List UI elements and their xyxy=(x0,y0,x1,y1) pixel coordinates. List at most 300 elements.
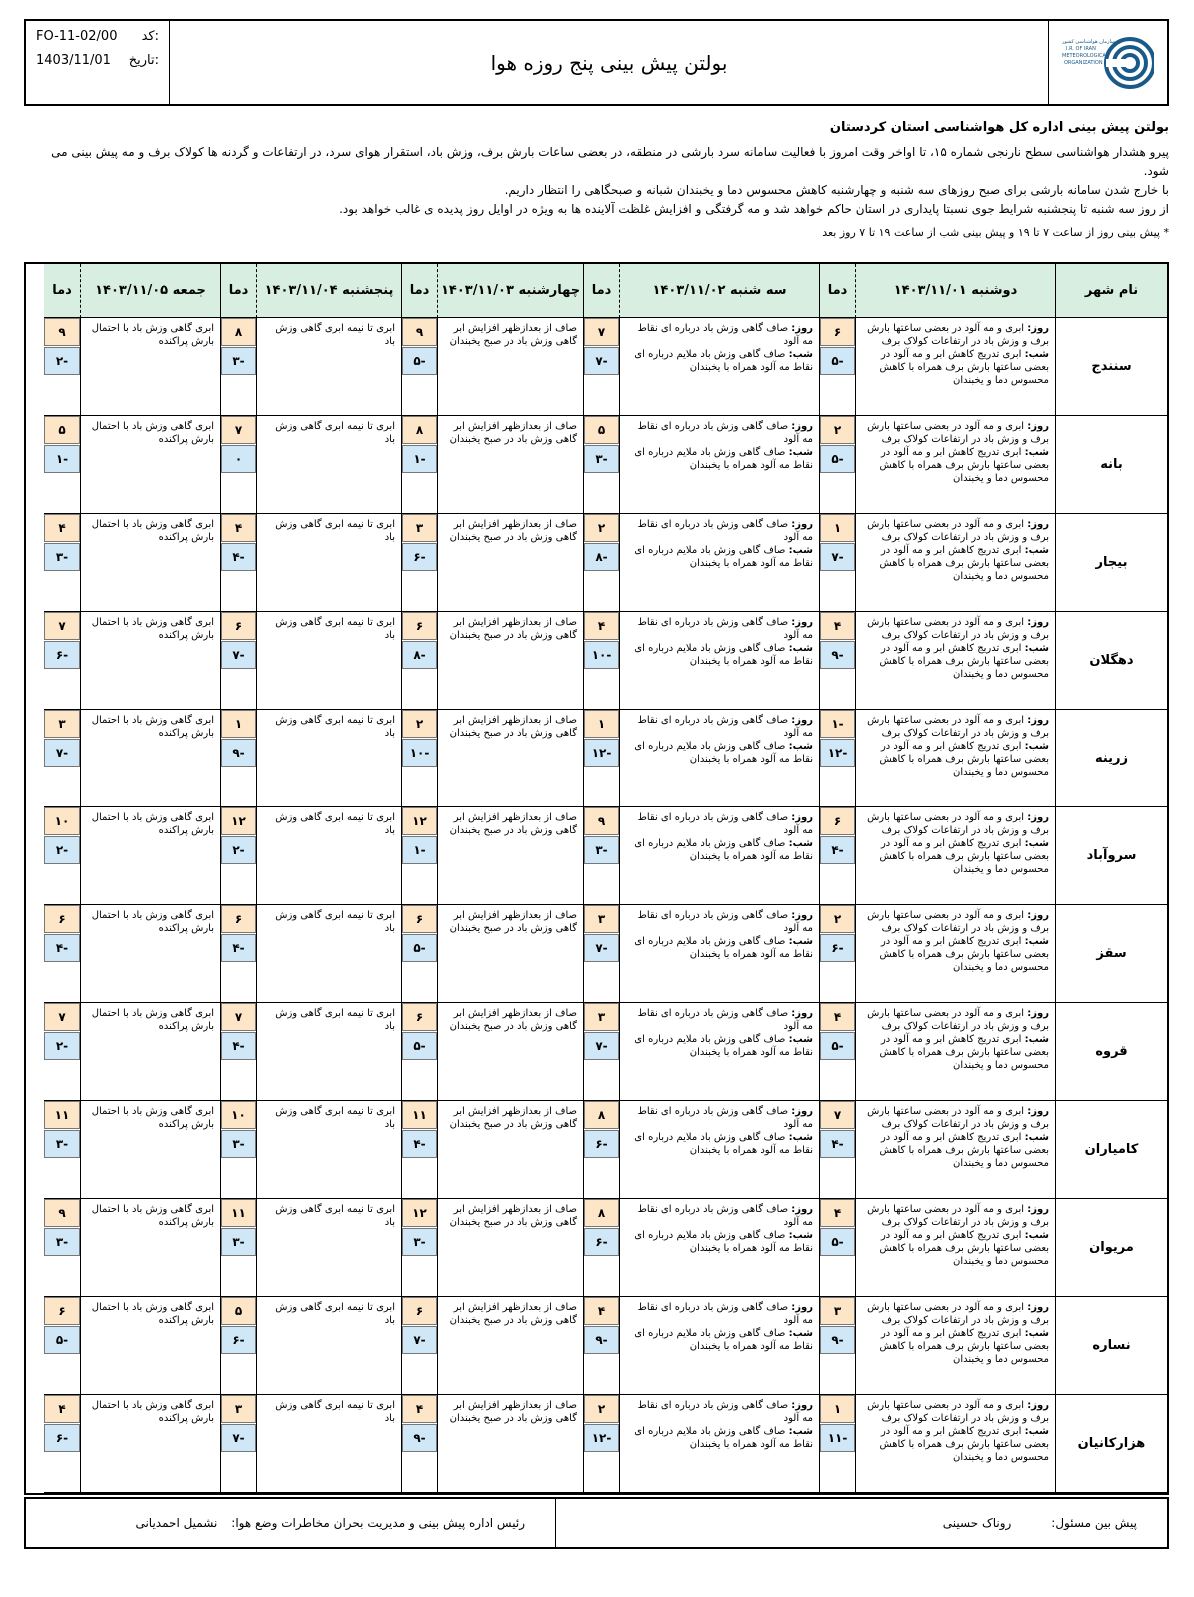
min-temp: -۷ xyxy=(44,739,80,767)
temp-cell-day-1 xyxy=(819,1003,855,1101)
max-temp: ۱ xyxy=(820,514,855,542)
max-temp: ۸ xyxy=(584,1199,619,1227)
forecast-text: ابری تا نیمه ابری گاهی وزش باد xyxy=(275,1106,395,1131)
day-forecast: صاف گاهی وزش باد درباره ای نقاط مه آلود xyxy=(637,714,813,739)
forecast-text: ابری تا نیمه ابری گاهی وزش باد xyxy=(275,420,395,445)
max-temp: ۵ xyxy=(584,416,619,444)
temp-cell-day-3 xyxy=(401,1297,437,1395)
meteorological-logo-icon xyxy=(1062,35,1154,91)
forecast-desc-day-3 xyxy=(437,318,583,416)
day-forecast: صاف گاهی وزش باد درباره ای نقاط مه آلود xyxy=(637,910,813,935)
night-label: شب: xyxy=(788,1425,813,1437)
forecast-desc-day-4 xyxy=(256,1199,401,1297)
min-temp: -۵ xyxy=(402,347,437,375)
temp-cell-day-2 xyxy=(583,612,619,710)
forecast-text: ابری تا نیمه ابری گاهی وزش باد xyxy=(275,910,395,935)
min-temp: -۳ xyxy=(221,1130,256,1158)
col-header-temp-2: دما xyxy=(583,264,619,318)
min-temp: -۲ xyxy=(221,836,256,864)
forecast-desc-day-5 xyxy=(80,1395,220,1493)
forecast-desc-day-5 xyxy=(80,416,220,514)
logo-box xyxy=(1062,35,1154,91)
day-label: روز: xyxy=(791,420,813,432)
city-name: دهگلان xyxy=(1055,612,1167,710)
temp-cell-day-1 xyxy=(819,807,855,905)
temp-cell-day-1 xyxy=(819,710,855,808)
forecast-desc-day-2 xyxy=(619,1101,819,1199)
forecast-desc-day-1 xyxy=(855,1101,1055,1199)
forecast-table xyxy=(24,262,1169,1495)
night-forecast: ابری تدریج کاهش ابر و مه آلود در بعضی ساعتها بارش برف همراه با کاهش محسوس دما و یخبندان xyxy=(879,1230,1049,1268)
forecast-text: ابری تا نیمه ابری گاهی وزش باد xyxy=(275,1008,395,1033)
forecast-desc-day-1 xyxy=(855,1199,1055,1297)
temp-cell-day-1 xyxy=(819,905,855,1003)
min-temp: -۵ xyxy=(820,347,855,375)
forecast-text: ابری گاهی وزش باد با احتمال بارش پراکنده xyxy=(91,518,214,543)
min-temp: -۶ xyxy=(584,1130,619,1158)
forecast-text: ابری تا نیمه ابری گاهی وزش باد xyxy=(275,616,395,641)
night-label: شب: xyxy=(1024,1034,1049,1046)
night-forecast: صاف گاهی وزش باد ملایم درباره ای نقاط مه آلود همراه با یخبندان xyxy=(634,1327,813,1352)
day-label: روز: xyxy=(1027,1008,1049,1020)
min-temp: -۷ xyxy=(402,1326,437,1354)
forecast-text: ابری تا نیمه ابری گاهی وزش باد xyxy=(275,323,395,347)
max-temp: ۱۱ xyxy=(44,1101,80,1129)
day-label: روز: xyxy=(791,910,813,922)
forecaster-label: پیش بین مسئول: xyxy=(1051,1516,1137,1530)
temp-cell-day-3 xyxy=(401,1395,437,1493)
forecast-text: صاف از بعدازظهر افزایش ابر گاهی وزش باد در صبح یخبندان xyxy=(449,1204,577,1229)
min-temp: -۲ xyxy=(44,347,80,375)
day-forecast: صاف گاهی وزش باد درباره ای نقاط مه آلود xyxy=(637,1204,813,1229)
min-temp: -۳ xyxy=(44,543,80,571)
min-temp: -۵ xyxy=(820,1228,855,1256)
temp-cell-day-2 xyxy=(583,514,619,612)
temp-cell-day-1 xyxy=(819,1101,855,1199)
temp-cell-day-3 xyxy=(401,612,437,710)
max-temp: ۶ xyxy=(44,1297,80,1325)
max-temp: ۹ xyxy=(44,1199,80,1227)
min-temp: -۹ xyxy=(402,1424,437,1452)
temp-cell-day-4 xyxy=(220,905,256,1003)
forecast-desc-day-4 xyxy=(256,612,401,710)
temp-cell-day-5 xyxy=(44,514,80,612)
max-temp: -۱ xyxy=(820,710,855,738)
min-temp: -۸ xyxy=(402,641,437,669)
night-forecast: ابری تدریج کاهش ابر و مه آلود در بعضی ساعتها بارش برف همراه با کاهش محسوس دما و یخبندان xyxy=(879,544,1049,582)
temp-cell-day-1 xyxy=(819,416,855,514)
min-temp: -۴ xyxy=(221,543,256,571)
min-temp: -۴ xyxy=(44,934,80,962)
temp-cell-day-2 xyxy=(583,416,619,514)
night-forecast: ابری تدریج کاهش ابر و مه آلود در بعضی ساعتها بارش برف همراه با کاهش محسوس دما و یخبندان xyxy=(879,838,1049,876)
forecast-desc-day-1 xyxy=(855,1003,1055,1101)
max-temp: ۳ xyxy=(820,1297,855,1325)
day-forecast: ابری و مه آلود در بعضی ساعتها بارش برف و وزش باد در ارتفاعات کولاک برف xyxy=(867,323,1049,347)
doc-meta xyxy=(26,21,170,104)
col-header-day-5: جمعه ۱۴۰۳/۱۱/۰۵ xyxy=(80,264,220,318)
min-temp: -۵ xyxy=(402,934,437,962)
temp-cell-day-4 xyxy=(220,1395,256,1493)
night-forecast: ابری تدریج کاهش ابر و مه آلود در بعضی ساعتها بارش برف همراه با کاهش محسوس دما و یخبندان xyxy=(879,936,1049,974)
min-temp: -۱۲ xyxy=(820,739,855,767)
temp-cell-day-3 xyxy=(401,1101,437,1199)
forecast-desc-day-1 xyxy=(855,318,1055,416)
max-temp: ۴ xyxy=(44,1395,80,1423)
forecast-desc-day-2 xyxy=(619,905,819,1003)
col-header-temp-5: دما xyxy=(44,264,80,318)
night-forecast: ابری تدریج کاهش ابر و مه آلود در بعضی ساعتها بارش برف همراه با کاهش محسوس دما و یخبندان xyxy=(879,642,1049,680)
day-label: روز: xyxy=(1027,420,1049,432)
min-temp: -۶ xyxy=(402,543,437,571)
min-temp: -۹ xyxy=(820,641,855,669)
col-header-day-2: سه شنبه ۱۴۰۳/۱۱/۰۲ xyxy=(619,264,819,318)
min-temp: -۳ xyxy=(221,347,256,375)
min-temp: -۱ xyxy=(44,445,80,473)
max-temp: ۳ xyxy=(221,1395,256,1423)
day-forecast: ابری و مه آلود در بعضی ساعتها بارش برف و وزش باد در ارتفاعات کولاک برف xyxy=(867,518,1049,543)
city-name: قروه xyxy=(1055,1003,1167,1101)
day-forecast: ابری و مه آلود در بعضی ساعتها بارش برف و وزش باد در ارتفاعات کولاک برف xyxy=(867,420,1049,445)
night-forecast: صاف گاهی وزش باد ملایم درباره ای نقاط مه آلود همراه با یخبندان xyxy=(634,349,813,373)
night-forecast: ابری تدریج کاهش ابر و مه آلود در بعضی ساعتها بارش برف همراه با کاهش محسوس دما و یخبندان xyxy=(879,1034,1049,1072)
day-label: روز: xyxy=(791,518,813,530)
col-header-city: نام شهر xyxy=(1055,264,1167,318)
min-temp: -۹ xyxy=(221,739,256,767)
bulletin-intro xyxy=(24,118,1169,242)
min-temp: -۵ xyxy=(820,1032,855,1060)
forecast-desc-day-4 xyxy=(256,1297,401,1395)
page-title: بولتن پیش بینی پنج روزه هوا xyxy=(170,21,1049,104)
forecast-desc-day-1 xyxy=(855,807,1055,905)
min-temp: -۶ xyxy=(221,1326,256,1354)
forecast-desc-day-3 xyxy=(437,514,583,612)
temp-cell-day-1 xyxy=(819,318,855,416)
min-temp: -۱ xyxy=(402,836,437,864)
night-forecast: صاف گاهی وزش باد ملایم درباره ای نقاط مه آلود همراه با یخبندان xyxy=(634,1132,813,1157)
max-temp: ۳ xyxy=(402,514,437,542)
max-temp: ۲ xyxy=(402,710,437,738)
night-forecast: صاف گاهی وزش باد ملایم درباره ای نقاط مه آلود همراه با یخبندان xyxy=(634,936,813,961)
intro-paragraph-2: با خارج شدن سامانه بارشی برای صبح روزهای سه شنبه و چهارشنبه کاهش محسوس دما و یخبندان شبانه و صبحگاهی را انتظار داریم. xyxy=(504,183,1169,197)
temp-cell-day-2 xyxy=(583,807,619,905)
min-temp: -۴ xyxy=(221,1032,256,1060)
day-forecast: صاف گاهی وزش باد درباره ای نقاط مه آلود xyxy=(637,1399,813,1424)
forecast-text: ابری گاهی وزش باد با احتمال بارش پراکنده xyxy=(91,1106,214,1131)
night-label: شب: xyxy=(788,642,813,654)
min-temp: -۵ xyxy=(402,1032,437,1060)
max-temp: ۷ xyxy=(44,612,80,640)
max-temp: ۱ xyxy=(584,710,619,738)
forecast-desc-day-1 xyxy=(855,612,1055,710)
forecast-text: صاف از بعدازظهر افزایش ابر گاهی وزش باد در صبح یخبندان xyxy=(449,518,577,543)
day-forecast: صاف گاهی وزش باد درباره ای نقاط مه آلود xyxy=(637,1008,813,1033)
forecast-text: ابری گاهی وزش باد با احتمال بارش پراکنده xyxy=(91,1399,214,1424)
max-temp: ۶ xyxy=(820,318,855,346)
day-forecast: ابری و مه آلود در بعضی ساعتها بارش برف و وزش باد در ارتفاعات کولاک برف xyxy=(867,1106,1049,1131)
forecast-text: ابری گاهی وزش باد با احتمال بارش پراکنده xyxy=(91,1204,214,1229)
day-forecast: صاف گاهی وزش باد درباره ای نقاط مه آلود xyxy=(637,812,813,837)
temp-cell-day-2 xyxy=(583,1297,619,1395)
min-temp: -۶ xyxy=(44,641,80,669)
temp-cell-day-5 xyxy=(44,1297,80,1395)
temp-cell-day-5 xyxy=(44,1101,80,1199)
forecast-desc-day-3 xyxy=(437,807,583,905)
city-name: زرینه xyxy=(1055,710,1167,808)
forecast-desc-day-4 xyxy=(256,1395,401,1493)
forecast-text: ابری گاهی وزش باد با احتمال بارش پراکنده xyxy=(91,616,214,641)
intro-note: * پیش بینی روز از ساعت ۷ تا ۱۹ و پیش بینی شب از ساعت ۱۹ تا ۷ روز بعد xyxy=(822,226,1169,239)
day-label: روز: xyxy=(1027,910,1049,922)
max-temp: ۱۰ xyxy=(221,1101,256,1129)
day-label: روز: xyxy=(1027,323,1049,334)
forecast-desc-day-2 xyxy=(619,1199,819,1297)
date-label: تاریخ: xyxy=(128,53,159,68)
night-forecast: صاف گاهی وزش باد ملایم درباره ای نقاط مه آلود همراه با یخبندان xyxy=(634,838,813,863)
forecast-desc-day-1 xyxy=(855,514,1055,612)
col-header-temp-3: دما xyxy=(401,264,437,318)
forecast-text: صاف از بعدازظهر افزایش ابر گاهی وزش باد در صبح یخبندان xyxy=(449,714,577,739)
temp-cell-day-5 xyxy=(44,807,80,905)
date-value: 1403/11/01 xyxy=(36,53,111,68)
max-temp: ۹ xyxy=(44,318,80,346)
forecast-desc-day-2 xyxy=(619,807,819,905)
temp-cell-day-5 xyxy=(44,1199,80,1297)
max-temp: ۷ xyxy=(44,1003,80,1031)
min-temp: -۷ xyxy=(221,641,256,669)
night-forecast: صاف گاهی وزش باد ملایم درباره ای نقاط مه آلود همراه با یخبندان xyxy=(634,1034,813,1059)
forecast-desc-day-2 xyxy=(619,318,819,416)
temp-cell-day-3 xyxy=(401,710,437,808)
night-forecast: صاف گاهی وزش باد ملایم درباره ای نقاط مه آلود همراه با یخبندان xyxy=(634,740,813,765)
forecast-desc-day-5 xyxy=(80,514,220,612)
temp-cell-day-4 xyxy=(220,1199,256,1297)
temp-cell-day-4 xyxy=(220,1101,256,1199)
max-temp: ۷ xyxy=(820,1101,855,1129)
day-label: روز: xyxy=(791,714,813,726)
forecast-desc-day-3 xyxy=(437,1395,583,1493)
max-temp: ۱۲ xyxy=(402,807,437,835)
date-row xyxy=(36,53,159,68)
min-temp: -۴ xyxy=(402,1130,437,1158)
max-temp: ۷ xyxy=(584,318,619,346)
temp-cell-day-1 xyxy=(819,1395,855,1493)
min-temp: -۷ xyxy=(584,347,619,375)
night-label: شب: xyxy=(788,1034,813,1046)
svg-text:ORGANIZATION: ORGANIZATION xyxy=(1064,59,1103,66)
forecast-desc-day-1 xyxy=(855,905,1055,1003)
min-temp: -۶ xyxy=(820,934,855,962)
temp-cell-day-2 xyxy=(583,318,619,416)
min-temp: -۷ xyxy=(584,934,619,962)
day-label: روز: xyxy=(1027,1301,1049,1313)
night-label: شب: xyxy=(1024,1425,1049,1437)
code-value: FO-11-02/00 xyxy=(36,29,118,44)
night-label: شب: xyxy=(788,838,813,850)
night-forecast: صاف گاهی وزش باد ملایم درباره ای نقاط مه آلود همراه با یخبندان xyxy=(634,1425,813,1450)
max-temp: ۲ xyxy=(820,905,855,933)
day-label: روز: xyxy=(791,1204,813,1216)
min-temp: -۹ xyxy=(584,1326,619,1354)
forecast-text: ابری تا نیمه ابری گاهی وزش باد xyxy=(275,1301,395,1326)
forecast-desc-day-1 xyxy=(855,1395,1055,1493)
svg-text:سازمان هواشناسی کشور: سازمان هواشناسی کشور xyxy=(1062,38,1116,45)
logo xyxy=(1049,21,1167,104)
temp-cell-day-1 xyxy=(819,1199,855,1297)
max-temp: ۶ xyxy=(402,905,437,933)
night-label: شب: xyxy=(788,936,813,948)
forecast-text: ابری تا نیمه ابری گاهی وزش باد xyxy=(275,518,395,543)
city-name: مریوان xyxy=(1055,1199,1167,1297)
min-temp: -۴ xyxy=(820,836,855,864)
min-temp: -۲ xyxy=(44,1032,80,1060)
max-temp: ۲ xyxy=(584,514,619,542)
max-temp: ۷ xyxy=(221,1003,256,1031)
min-temp: -۱۰ xyxy=(584,641,619,669)
forecast-text: صاف از بعدازظهر افزایش ابر گاهی وزش باد در صبح یخبندان xyxy=(449,323,577,347)
min-temp: -۳ xyxy=(44,1228,80,1256)
temp-cell-day-3 xyxy=(401,514,437,612)
forecast-desc-day-5 xyxy=(80,612,220,710)
min-temp: -۶ xyxy=(44,1424,80,1452)
day-label: روز: xyxy=(1027,1204,1049,1216)
city-name: کامیاران xyxy=(1055,1101,1167,1199)
night-forecast: ابری تدریج کاهش ابر و مه آلود در بعضی ساعتها بارش برف همراه با کاهش محسوس دما و یخبندان xyxy=(879,446,1049,484)
forecast-desc-day-3 xyxy=(437,1101,583,1199)
max-temp: ۹ xyxy=(584,807,619,835)
night-label: شب: xyxy=(788,1230,813,1242)
day-label: روز: xyxy=(1027,812,1049,824)
night-label: شب: xyxy=(1024,1327,1049,1339)
day-forecast: صاف گاهی وزش باد درباره ای نقاط مه آلود xyxy=(637,518,813,543)
intro-paragraph-3: از روز سه شنبه تا پنجشنبه شرایط جوی نسبتا پایداری در استان حاکم خواهد شد و مه گرفتگی و افزایش غلظت آلاینده ها به ویژه در اوایل روز پدیده ی غالب خواهد بود. xyxy=(339,202,1169,216)
max-temp: ۱۲ xyxy=(221,807,256,835)
city-name: سقز xyxy=(1055,905,1167,1003)
temp-cell-day-4 xyxy=(220,1297,256,1395)
day-label: روز: xyxy=(791,1106,813,1118)
temp-cell-day-3 xyxy=(401,318,437,416)
max-temp: ۲ xyxy=(820,416,855,444)
max-temp: ۴ xyxy=(584,612,619,640)
night-forecast: صاف گاهی وزش باد ملایم درباره ای نقاط مه آلود همراه با یخبندان xyxy=(634,642,813,667)
day-label: روز: xyxy=(791,323,813,334)
temp-cell-day-5 xyxy=(44,318,80,416)
city-name: سروآباد xyxy=(1055,807,1167,905)
min-temp: -۳ xyxy=(402,1228,437,1256)
max-temp: ۶ xyxy=(221,612,256,640)
forecast-text: ابری تا نیمه ابری گاهی وزش باد xyxy=(275,812,395,837)
head-name: نشمیل احمدیانی xyxy=(135,1516,218,1530)
forecast-text: صاف از بعدازظهر افزایش ابر گاهی وزش باد در صبح یخبندان xyxy=(449,1106,577,1131)
forecast-desc-day-2 xyxy=(619,514,819,612)
day-forecast: ابری و مه آلود در بعضی ساعتها بارش برف و وزش باد در ارتفاعات کولاک برف xyxy=(867,1399,1049,1424)
forecast-desc-day-5 xyxy=(80,710,220,808)
min-temp: -۳ xyxy=(221,1228,256,1256)
max-temp: ۱ xyxy=(820,1395,855,1423)
night-forecast: صاف گاهی وزش باد ملایم درباره ای نقاط مه آلود همراه با یخبندان xyxy=(634,446,813,471)
day-label: روز: xyxy=(791,1399,813,1411)
max-temp: ۶ xyxy=(44,905,80,933)
night-label: شب: xyxy=(1024,838,1049,850)
forecast-text: ابری تا نیمه ابری گاهی وزش باد xyxy=(275,1399,395,1424)
forecast-text: ابری گاهی وزش باد با احتمال بارش پراکنده xyxy=(91,714,214,739)
day-forecast: صاف گاهی وزش باد درباره ای نقاط مه آلود xyxy=(637,616,813,641)
max-temp: ۵ xyxy=(44,416,80,444)
temp-cell-day-1 xyxy=(819,612,855,710)
min-temp: -۱۰ xyxy=(402,739,437,767)
temp-cell-day-3 xyxy=(401,416,437,514)
min-temp: -۱۲ xyxy=(584,1424,619,1452)
forecast-desc-day-1 xyxy=(855,1297,1055,1395)
forecast-desc-day-4 xyxy=(256,318,401,416)
forecast-text: صاف از بعدازظهر افزایش ابر گاهی وزش باد در صبح یخبندان xyxy=(449,812,577,837)
forecast-desc-day-4 xyxy=(256,416,401,514)
forecast-text: ابری گاهی وزش باد با احتمال بارش پراکنده xyxy=(91,420,214,445)
temp-cell-day-5 xyxy=(44,1003,80,1101)
forecast-desc-day-3 xyxy=(437,416,583,514)
forecast-text: صاف از بعدازظهر افزایش ابر گاهی وزش باد در صبح یخبندان xyxy=(449,420,577,445)
temp-cell-day-4 xyxy=(220,1003,256,1101)
day-forecast: ابری و مه آلود در بعضی ساعتها بارش برف و وزش باد در ارتفاعات کولاک برف xyxy=(867,1204,1049,1229)
max-temp: ۴ xyxy=(820,1003,855,1031)
temp-cell-day-1 xyxy=(819,514,855,612)
head-cell xyxy=(26,1499,555,1547)
max-temp: ۶ xyxy=(820,807,855,835)
col-header-day-1: دوشنبه ۱۴۰۳/۱۱/۰۱ xyxy=(855,264,1055,318)
forecast-text: صاف از بعدازظهر افزایش ابر گاهی وزش باد در صبح یخبندان xyxy=(449,1301,577,1326)
day-label: روز: xyxy=(791,812,813,824)
city-name: نساره xyxy=(1055,1297,1167,1395)
max-temp: ۱۰ xyxy=(44,807,80,835)
forecast-text: ابری گاهی وزش باد با احتمال بارش پراکنده xyxy=(91,910,214,935)
forecast-text: صاف از بعدازظهر افزایش ابر گاهی وزش باد در صبح یخبندان xyxy=(449,910,577,935)
max-temp: ۴ xyxy=(44,514,80,542)
temp-cell-day-2 xyxy=(583,710,619,808)
max-temp: ۸ xyxy=(584,1101,619,1129)
head-label: رئیس اداره پیش بینی و مدیریت بحران مخاطرات وضع هوا: xyxy=(231,1516,525,1530)
forecast-desc-day-5 xyxy=(80,1003,220,1101)
max-temp: ۶ xyxy=(402,1003,437,1031)
temp-cell-day-2 xyxy=(583,1003,619,1101)
night-forecast: ابری تدریج کاهش ابر و مه آلود در بعضی ساعتها بارش برف همراه با کاهش محسوس دما و یخبندان xyxy=(879,1132,1049,1170)
forecast-text: ابری گاهی وزش باد با احتمال بارش پراکنده xyxy=(91,323,214,347)
night-label: شب: xyxy=(1024,1132,1049,1144)
night-label: شب: xyxy=(1024,642,1049,654)
max-temp: ۶ xyxy=(402,1297,437,1325)
max-temp: ۴ xyxy=(402,1395,437,1423)
forecast-desc-day-4 xyxy=(256,514,401,612)
col-header-temp-1: دما xyxy=(819,264,855,318)
forecast-desc-day-3 xyxy=(437,905,583,1003)
col-header-temp-4: دما xyxy=(220,264,256,318)
temp-cell-day-5 xyxy=(44,905,80,1003)
forecast-desc-day-2 xyxy=(619,416,819,514)
signature-footer xyxy=(24,1497,1169,1549)
forecast-desc-day-4 xyxy=(256,1101,401,1199)
temp-cell-day-2 xyxy=(583,1199,619,1297)
min-temp: -۳ xyxy=(44,1130,80,1158)
forecast-desc-day-3 xyxy=(437,612,583,710)
bulletin-header xyxy=(24,19,1169,106)
night-forecast: صاف گاهی وزش باد ملایم درباره ای نقاط مه آلود همراه با یخبندان xyxy=(634,544,813,569)
forecast-text: ابری گاهی وزش باد با احتمال بارش پراکنده xyxy=(91,812,214,837)
max-temp: ۶ xyxy=(221,905,256,933)
forecast-desc-day-2 xyxy=(619,612,819,710)
forecast-desc-day-2 xyxy=(619,1003,819,1101)
temp-cell-day-3 xyxy=(401,1003,437,1101)
night-label: شب: xyxy=(788,1327,813,1339)
night-forecast: صاف گاهی وزش باد ملایم درباره ای نقاط مه آلود همراه با یخبندان xyxy=(634,1230,813,1255)
